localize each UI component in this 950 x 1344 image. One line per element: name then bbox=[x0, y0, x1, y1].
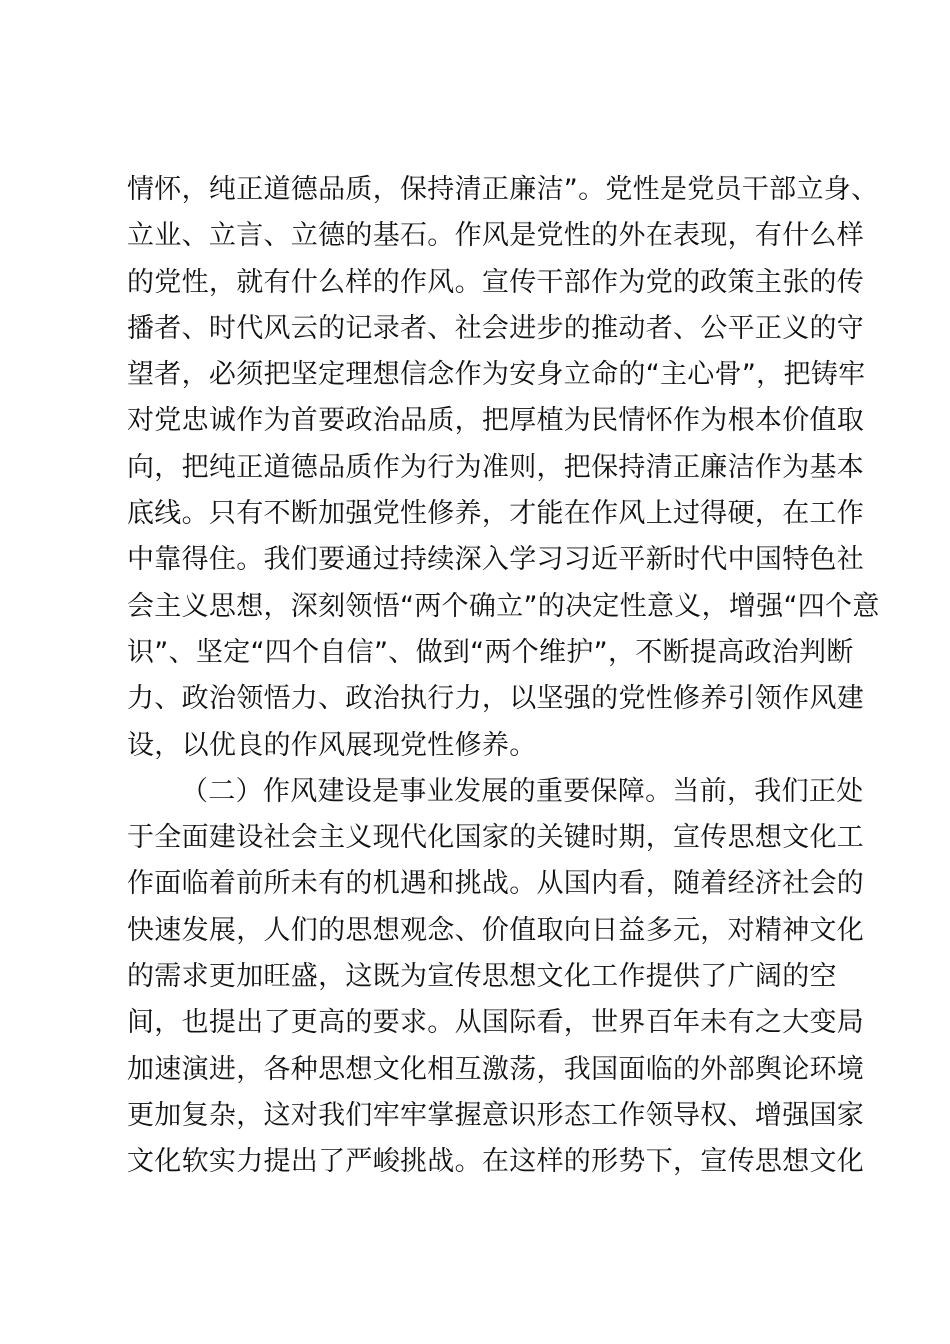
text-line: 望者，必须把坚定理想信念作为安身立命的“主心骨”，把铸牢 bbox=[127, 359, 866, 391]
text-line: 加速演进，各种思想文化相互激荡，我国面临的外部舆论环境 bbox=[127, 1053, 865, 1085]
text-line: 播者、时代风云的记录者、社会进步的推动者、公平正义的守 bbox=[127, 312, 865, 344]
text-line: 识”、坚定“四个自信”、做到“两个维护”，不断提高政治判断 bbox=[127, 636, 854, 668]
text-line: 向，把纯正道德品质作为行为准则，把保持清正廉洁作为基本 bbox=[127, 451, 865, 483]
text-line: 文化软实力提出了严峻挑战。在这样的形势下，宣传思想文化 bbox=[127, 1146, 865, 1178]
text-line: 作面临着前所未有的机遇和挑战。从国内看，随着经济社会的 bbox=[127, 868, 865, 900]
text-line: 的党性，就有什么样的作风。宣传干部作为党的政策主张的传 bbox=[127, 266, 865, 298]
text-line: 的需求更加旺盛，这既为宣传思想文化工作提供了广阔的空 bbox=[127, 961, 837, 993]
text-line: 力、政治领悟力、政治执行力，以坚强的党性修养引领作风建 bbox=[127, 683, 865, 715]
text-line: 对党忠诚作为首要政治品质，把厚植为民情怀作为根本价值取 bbox=[127, 405, 865, 437]
text-line: 于全面建设社会主义现代化国家的关键时期，宣传思想文化工 bbox=[127, 822, 865, 854]
text-line: 底线。只有不断加强党性修养，才能在作风上过得硬，在工作 bbox=[127, 498, 865, 530]
text-line: 快速发展，人们的思想观念、价值取向日益多元，对精神文化 bbox=[127, 914, 865, 946]
text-line: 立业、立言、立德的基石。作风是党性的外在表现，有什么样 bbox=[127, 220, 865, 252]
text-line: 间，也提出了更高的要求。从国际看，世界百年未有之大变局 bbox=[127, 1007, 865, 1039]
text-line: 会主义思想，深刻领悟“两个确立”的决定性意义，增强“四个意 bbox=[127, 590, 880, 622]
text-line: 设，以优良的作风展现党性修养。 bbox=[127, 729, 537, 761]
text-line: 情怀，纯正道德品质，保持清正廉洁”。党性是党员干部立身、 bbox=[127, 174, 879, 205]
text-line: 更加复杂，这对我们牢牢掌握意识形态工作领导权、增强国家 bbox=[127, 1099, 865, 1131]
body-text bbox=[127, 167, 880, 1186]
section-heading-line: （二）作风建设是事业发展的重要保障。当前，我们正处 bbox=[181, 775, 864, 807]
text-line: 中靠得住。我们要通过持续深入学习习近平新时代中国特色社 bbox=[127, 544, 865, 576]
